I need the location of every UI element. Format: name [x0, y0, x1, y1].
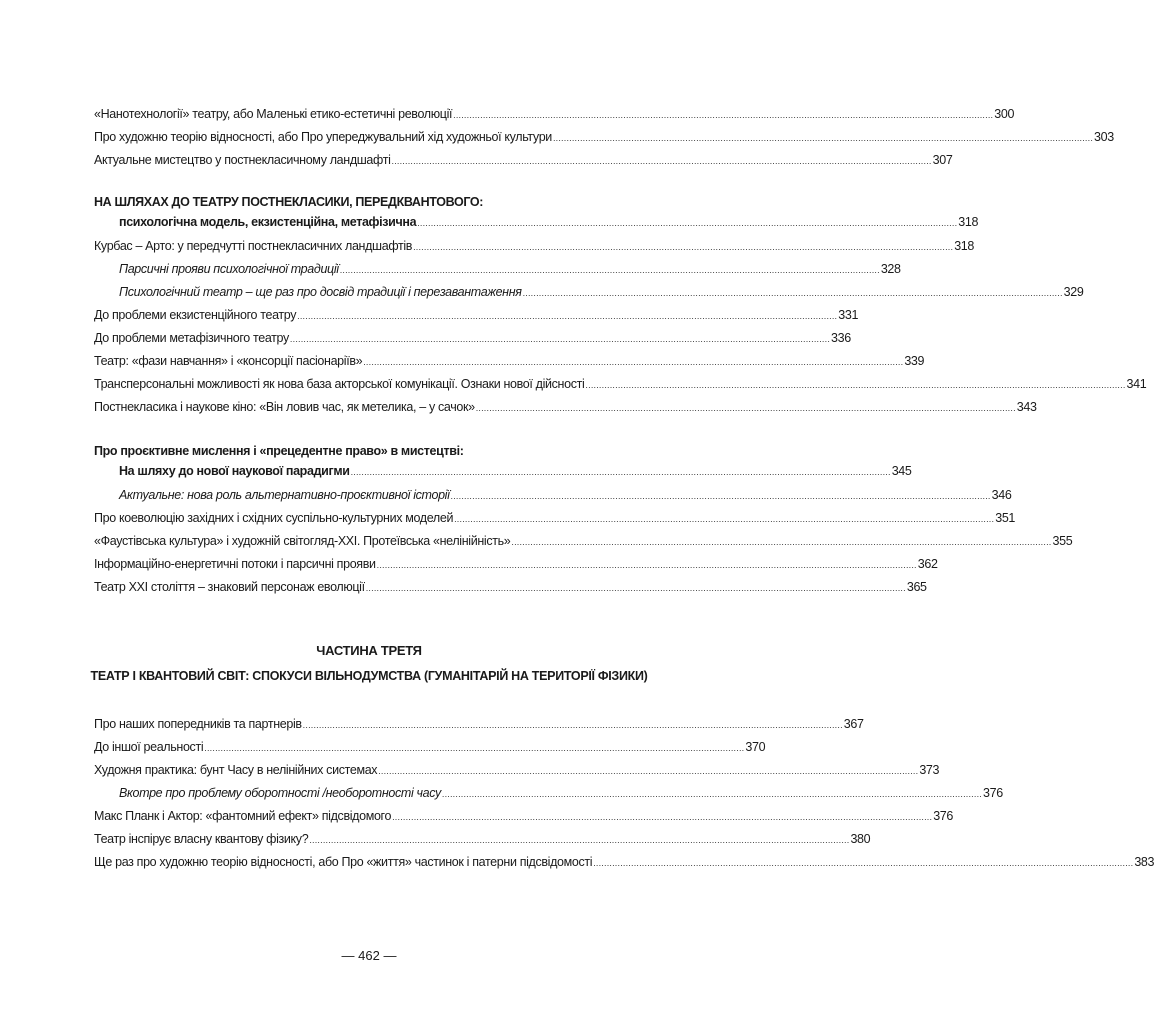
toc-entry-page: 329	[1063, 285, 1084, 299]
toc-entry-title: Парсичні прояви психологічної традиції	[119, 262, 339, 276]
toc-entry	[94, 399, 1037, 415]
toc-entry-page: 339	[904, 354, 925, 368]
toc-entry	[94, 762, 940, 778]
toc-entry	[94, 579, 927, 595]
toc-entry	[94, 785, 1003, 801]
toc-entry	[94, 739, 766, 755]
section-subheading-entry	[94, 214, 979, 230]
toc-entry-title: Актуальне: нова роль альтернативно-проєктивної історії	[119, 488, 450, 502]
toc-group-4	[94, 716, 1154, 870]
toc-entry	[94, 261, 901, 277]
toc-entry-title: До проблеми метафізичного театру	[94, 331, 289, 345]
toc-entry	[94, 510, 1016, 526]
toc-entry-title: До проблеми екзистенційного театру	[94, 308, 297, 322]
toc-leader: ........................................................................................................................................................................................................	[339, 265, 880, 275]
toc-entry-page: 331	[838, 308, 859, 322]
toc-entry-title: До іншої реальності	[94, 740, 204, 754]
toc-leader: ........................................................................................................................................................................................................	[289, 334, 831, 344]
toc-entry	[94, 556, 938, 572]
section-heading: Про проєктивне мислення і «прецедентне право» в мистецтві:	[94, 444, 464, 458]
toc-leader: ........................................................................................................................................................................................................	[511, 537, 1052, 547]
toc-entry-title: Вкотре про проблему оборотності /необоротності часу	[119, 786, 441, 800]
toc-entry-page: 355	[1052, 534, 1073, 548]
part-label: ЧАСТИНА ТРЕТЯ	[316, 643, 422, 658]
part-title: ТЕАТР І КВАНТОВИЙ СВІТ: СПОКУСИ ВІЛЬНОДУМСТВА (ГУМАНІТАРІЙ НА ТЕРИТОРІЇ ФІЗИКИ)	[90, 669, 648, 683]
toc-leader: ........................................................................................................................................................................................................	[441, 789, 982, 799]
toc-entry	[94, 307, 859, 323]
toc-leader: ........................................................................................................................................................................................................	[413, 242, 954, 252]
toc-entry-page: 376	[933, 809, 954, 823]
toc-leader: ........................................................................................................................................................................................................	[363, 357, 904, 367]
toc-leader: ........................................................................................................................................................................................................	[593, 858, 1134, 868]
toc-entry-title: Трансперсональні можливості як нова база акторської комунікації. Ознаки нової дійсності	[94, 377, 585, 391]
toc-leader: ........................................................................................................................................................................................................	[376, 560, 917, 570]
toc-entry-page: 346	[991, 488, 1012, 502]
toc-entry	[94, 238, 974, 254]
toc-group-1	[94, 106, 1114, 168]
toc-leader: ........................................................................................................................................................................................................	[309, 835, 850, 845]
toc-leader: ........................................................................................................................................................................................................	[302, 720, 843, 730]
toc-entry	[94, 376, 1147, 392]
toc-entry	[94, 106, 1015, 122]
toc-entry-page: 383	[1134, 855, 1154, 869]
toc-entry	[94, 716, 864, 732]
toc-leader: ........................................................................................................................................................................................................	[450, 491, 991, 501]
toc-entry-page: 367	[843, 717, 864, 731]
toc-leader: ........................................................................................................................................................................................................	[454, 514, 995, 524]
toc-leader: ........................................................................................................................................................................................................	[475, 403, 1016, 413]
toc-leader: ........................................................................................................................................................................................................	[350, 467, 891, 477]
section-subheading-entry	[94, 463, 912, 479]
toc-leader: ........................................................................................................................................................................................................	[522, 288, 1063, 298]
toc-entry-title: Курбас – Арто: у передчутті постнекласичних ландшафтів	[94, 239, 413, 253]
toc-leader: ........................................................................................................................................................................................................	[365, 583, 906, 593]
toc-entry	[94, 808, 954, 824]
toc-entry-title: Про наших попередників та партнерів	[94, 717, 302, 731]
toc-leader: ........................................................................................................................................................................................................	[297, 311, 838, 321]
toc-entry-page: 303	[1094, 130, 1114, 144]
toc-entry	[94, 353, 925, 369]
toc-entry-page: 373	[919, 763, 940, 777]
toc-entry-title: Інформаційно-енергетичні потоки і парсичні прояви	[94, 557, 376, 571]
toc-entry-page: 300	[994, 107, 1015, 121]
toc-leader: ........................................................................................................................................................................................................	[392, 812, 933, 822]
toc-leader: ........................................................................................................................................................................................................	[417, 218, 958, 228]
toc-entry	[94, 831, 871, 847]
toc-leader: ........................................................................................................................................................................................................	[585, 380, 1126, 390]
toc-group-3	[94, 487, 1073, 595]
toc-entry-page: 328	[880, 262, 901, 276]
section-subheading: психологічна модель, екзистенційна, метафізична	[119, 215, 417, 229]
toc-entry-page: 365	[906, 580, 927, 594]
toc-entry-page: 343	[1016, 400, 1037, 414]
toc-entry-title: Ще раз про художню теорію відносності, або Про «життя» частинок і патерни підсвідомості	[94, 855, 593, 869]
toc-entry-title: «Нанотехнології» театру, або Маленькі етико-естетичні революції	[94, 107, 453, 121]
toc-entry-page: 336	[831, 331, 851, 345]
toc-entry	[94, 330, 851, 346]
page-number: — 462 —	[341, 948, 397, 963]
section-subheading: На шляху до нової наукової парадигми	[119, 464, 350, 478]
toc-leader: ........................................................................................................................................................................................................	[453, 110, 994, 120]
toc-entry-title: Театр ХХІ століття – знаковий персонаж еволюції	[94, 580, 365, 594]
toc-leader: ........................................................................................................................................................................................................	[391, 156, 932, 166]
toc-leader: ........................................................................................................................................................................................................	[552, 133, 1094, 143]
toc-entry-page: 318	[958, 215, 979, 229]
toc-leader: ........................................................................................................................................................................................................	[204, 743, 745, 753]
toc-entry-title: Актуальне мистецтво у постнекласичному ландшафті	[94, 153, 391, 167]
toc-leader: ........................................................................................................................................................................................................	[378, 766, 919, 776]
toc-group-2	[94, 238, 1147, 415]
toc-entry-title: Макс Планк і Актор: «фантомний ефект» підсвідомого	[94, 809, 392, 823]
toc-entry-page: 376	[982, 786, 1003, 800]
toc-entry-title: Психологічний театр – ще раз про досвід традиції і перезавантаження	[119, 285, 522, 299]
toc-entry-title: Постнекласика і наукове кіно: «Він ловив час, як метелика, – у сачок»	[94, 400, 475, 414]
toc-entry-page: 370	[745, 740, 766, 754]
toc-entry	[94, 533, 1073, 549]
section-heading: НА ШЛЯХАХ ДО ТЕАТРУ ПОСТНЕКЛАСИКИ, ПЕРЕДКВАНТОВОГО:	[94, 195, 484, 209]
toc-entry-page: 318	[954, 239, 974, 253]
toc-entry-page: 351	[995, 511, 1016, 525]
toc-entry-page: 307	[932, 153, 953, 167]
toc-entry-page: 341	[1126, 377, 1147, 391]
toc-entry-title: «Фаустівська культура» і художній світогляд-ХХІ. Протеївська «нелінійність»	[94, 534, 511, 548]
toc-entry-page: 380	[850, 832, 871, 846]
toc-entry	[94, 129, 1114, 145]
toc-entry-title: Про художню теорію відносності, або Про упереджувальний хід художньої культури	[94, 130, 552, 144]
toc-entry-title: Театр інспірує власну квантову фізику?	[94, 832, 309, 846]
toc-entry	[94, 854, 1154, 870]
toc-entry	[94, 487, 1012, 503]
toc-entry	[94, 284, 1084, 300]
toc-entry-page: 362	[917, 557, 938, 571]
toc-entry-title: Про коеволюцію західних і східних суспільно-культурних моделей	[94, 511, 454, 525]
toc-entry	[94, 152, 953, 168]
toc-entry-title: Художня практика: бунт Часу в нелінійних системах	[94, 763, 378, 777]
toc-entry-page: 345	[891, 464, 912, 478]
toc-entry-title: Театр: «фази навчання» і «консорції пасіонаріїв»	[94, 354, 363, 368]
